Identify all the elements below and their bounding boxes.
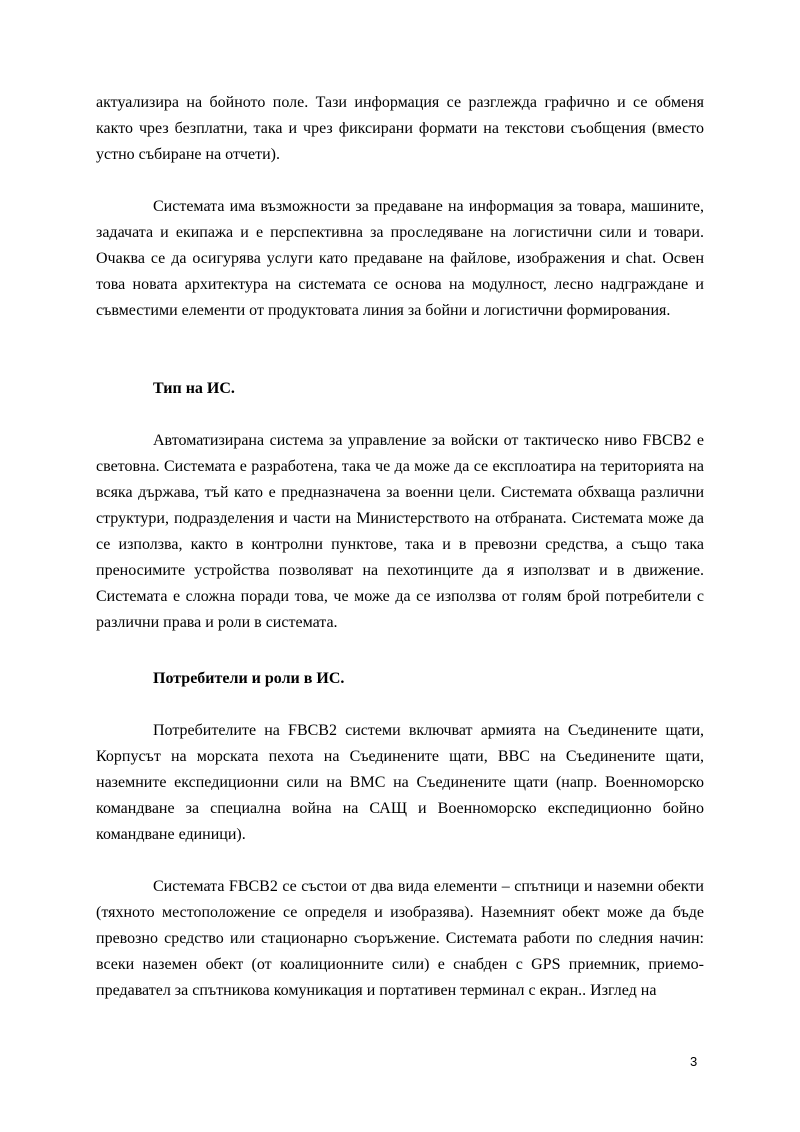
paragraph-is-type: Автоматизирана система за управление за войски от тактическо ниво FBCB2 е световна. Системата е разработена, така че да може да се експлоатира на територията на всяка държава, тъй като е предназначена за военни цели. Системата обхваща различни структури, подразделения и части на Министерството на отбраната. Системата може да се използва, както в контролни пунктове, така и в превозни средства, а също така преносимите устройства позволяват на пехотинците да я използват и в движение. Системата е сложна поради това, че може да се използва от голям брой потребители с различни права и роли в системата. <box>96 432 704 631</box>
paragraph-continuation: актуализира на бойното поле. Тази информация се разглежда графично и се обменя както чрез безплатни, така и чрез фиксирани формати на текстови съобщения (вместо устно събиране на отчети). <box>96 94 704 163</box>
document-page <box>96 90 704 1004</box>
paragraph-users: Потребителите на FBCB2 системи включват армията на Съединените щати, Корпусът на морската пехота на Съединените щати, ВВС на Съединените щати, наземните експедиционни сили на ВМС на Съединените щати (напр. Военноморско командване за специална война на САЩ и Военноморско експедиционно бойно командване единици). <box>96 722 704 843</box>
section-heading-users-roles: Потребители и роли в ИС. <box>153 670 345 687</box>
paragraph-system-elements: Системата FBCB2 се състои от два вида елементи – спътници и наземни обекти (тяхното местоположение се определя и изобразява). Наземният обект може да бъде превозно средство или стационарно съоръжение. Системата работи по следния начин: всеки наземен обект (от коалиционните сили) е снабден с GPS приемник, приемо-предавател за спътникова комуникация и портативен терминал с екран.. Изглед на <box>96 878 704 999</box>
section-heading-is-type: Тип на ИС. <box>153 380 235 397</box>
page-number: 3 <box>690 1054 698 1069</box>
paragraph-system-capabilities: Системата има възможности за предаване на информация за товара, машините, задачата и екипажа и е перспективна за проследяване на логистични сили и товари. Очаква се да осигурява услуги като предаване на файлове, изображения и chat. Освен това новата архитектура на системата се основа на модулност, лесно надграждане и съвместими елементи от продуктовата линия за бойни и логистични формирования. <box>96 198 704 319</box>
